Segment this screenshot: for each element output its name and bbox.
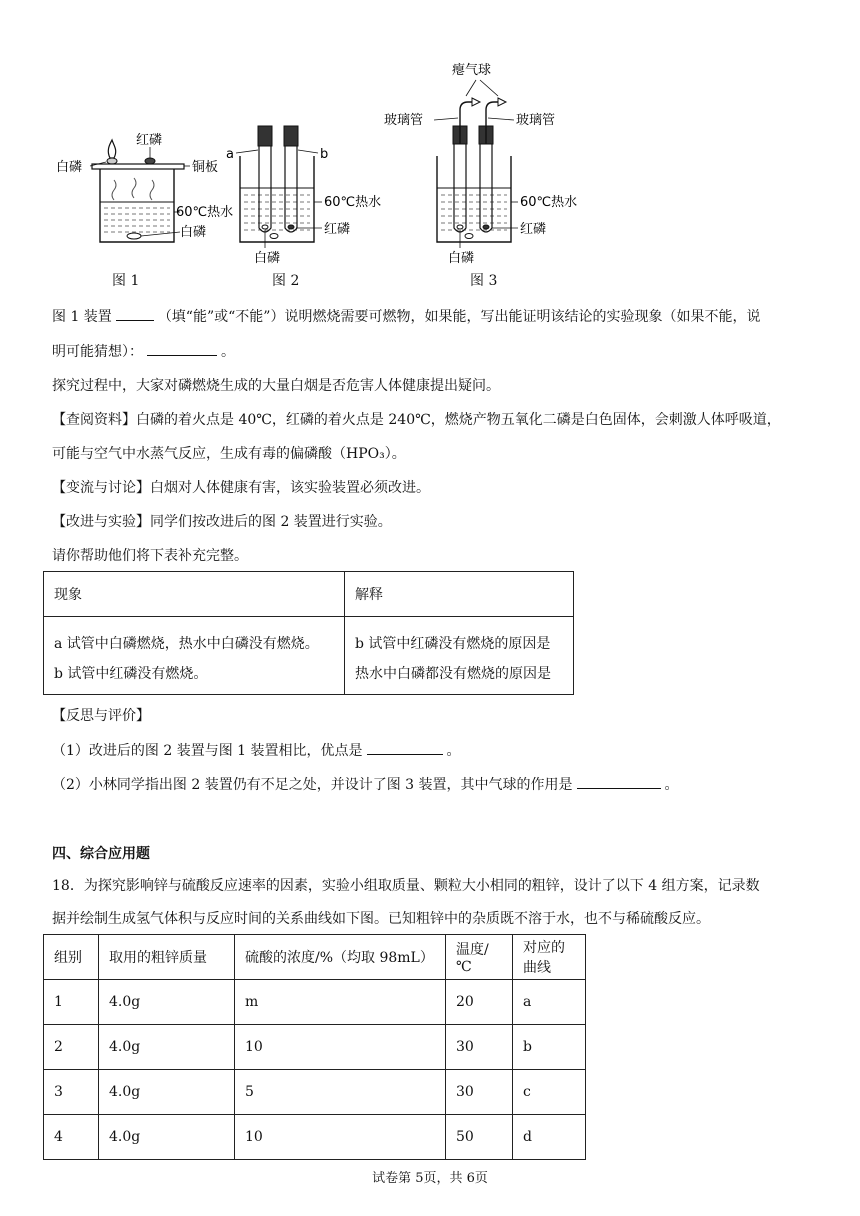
- paragraph-1-line-2: [52, 341, 820, 362]
- cell-group: 3: [44, 1070, 99, 1115]
- cell-curve: b: [513, 1025, 586, 1070]
- explanation-cell[interactable]: [345, 617, 574, 695]
- beaker: [240, 156, 314, 242]
- fig3-glass-tube-left-label: 玻璃管: [384, 113, 424, 128]
- cell-concentration: 5: [235, 1070, 446, 1115]
- cell-concentration: 10: [235, 1115, 446, 1160]
- table-header-phenomenon: 现象: [44, 572, 345, 617]
- table-header: 对应的曲线: [513, 935, 586, 980]
- answer-blank[interactable]: [147, 341, 217, 356]
- q1-text: （1）改进后的图 2 装置与图 1 装置相比，优点是: [52, 743, 363, 759]
- table-header-explanation: 解释: [345, 572, 574, 617]
- cell-temperature: 30: [446, 1070, 513, 1115]
- fig2-tube-b-label: b: [320, 147, 329, 162]
- figure-1: [56, 132, 233, 242]
- fig2-hot-water-label: 60℃热水: [324, 195, 382, 210]
- fig1-white-p-bottom-label: 白磷: [180, 225, 207, 240]
- q1-end: 。: [446, 743, 461, 759]
- table-row: [44, 1115, 586, 1160]
- table-row: [44, 980, 586, 1025]
- answer-blank[interactable]: [116, 306, 154, 321]
- paragraph-1-line-1: [52, 306, 820, 327]
- p1-text-c: 明可能猜想）：: [52, 344, 143, 360]
- section-4-title: 四、综合应用题: [52, 846, 150, 862]
- fig3-red-p-label: 红磷: [520, 222, 547, 237]
- cell-concentration: m: [235, 980, 446, 1025]
- cell-mass: 4.0g: [99, 1115, 235, 1160]
- fig3-balloon-label: 瘪气球: [452, 63, 492, 78]
- tube-a: [259, 146, 271, 232]
- figure-2-caption: 图 2: [272, 273, 300, 289]
- red-phosphorus-lump: [145, 158, 155, 164]
- paragraph-2: 探究过程中，大家对磷燃烧生成的大量白烟是否危害人体健康提出疑问。: [52, 378, 500, 394]
- table-row: [44, 1070, 586, 1115]
- answer-blank[interactable]: [577, 774, 661, 789]
- fig1-red-p-label: 红磷: [136, 133, 163, 148]
- fig1-white-p-top-label: 白磷: [56, 160, 83, 175]
- cell-group: 4: [44, 1115, 99, 1160]
- fig2-tube-a-label: a: [226, 147, 234, 162]
- phenomenon-cell: [44, 617, 345, 695]
- phenomenon-table: [43, 571, 574, 695]
- cell-concentration: 10: [235, 1025, 446, 1070]
- copper-plate: [92, 164, 184, 169]
- flame-icon: [108, 140, 115, 158]
- figure-area: [40, 50, 600, 295]
- table-header: 硫酸的浓度/%（均取 98mL）: [235, 935, 446, 980]
- page-footer: 试卷第 5页，共 6页: [372, 1171, 488, 1186]
- cell-curve: a: [513, 980, 586, 1025]
- balloon-icon: [472, 98, 480, 106]
- fig2-red-p-label: 红磷: [324, 222, 351, 237]
- cell-temperature: 20: [446, 980, 513, 1025]
- cell-temperature: 50: [446, 1115, 513, 1160]
- cell-curve: d: [513, 1115, 586, 1160]
- paragraph-7: 请你帮助他们将下表补充完整。: [52, 548, 248, 564]
- question-18-line-2: 据并绘制生成氢气体积与反应时间的关系曲线如下图。已知粗锌中的杂质既不溶于水，也不与稀硫酸反应。: [52, 911, 710, 927]
- paragraph-4: 可能与空气中水蒸气反应，生成有毒的偏磷酸（HPO₃）。: [52, 446, 406, 462]
- tube-a-stopper: [258, 126, 272, 146]
- p1-text-a: 图 1 装置: [52, 309, 112, 325]
- cell-mass: 4.0g: [99, 1025, 235, 1070]
- phenomenon-1: a 试管中白磷燃烧，热水中白磷没有燃烧。: [54, 635, 319, 652]
- beaker: [437, 156, 511, 242]
- table-header: 组别: [44, 935, 99, 980]
- fig1-copper-plate-label: 铜板: [192, 160, 219, 175]
- figure-2: [226, 126, 381, 266]
- cell-temperature: 30: [446, 1025, 513, 1070]
- paragraph-5: 【变流与讨论】白烟对人体健康有害，该实验装置必须改进。: [52, 480, 430, 496]
- balloon-icon: [498, 98, 506, 106]
- tube-b-stopper: [284, 126, 298, 146]
- explanation-2: 热水中白磷都没有燃烧的原因是: [355, 665, 551, 682]
- table-header: 温度/℃: [446, 935, 513, 980]
- explanation-1: b 试管中红磷没有燃烧的原因是: [355, 635, 551, 652]
- fig2-white-p-label: 白磷: [254, 251, 281, 266]
- figure-1-caption: 图 1: [112, 273, 140, 289]
- phenomenon-2: b 试管中红磷没有燃烧。: [54, 665, 208, 682]
- table-header: 取用的粗锌质量: [99, 935, 235, 980]
- fig3-glass-tube-right-label: 玻璃管: [516, 113, 556, 128]
- q2-text: （2）小林同学指出图 2 装置仍有不足之处，并设计了图 3 装置，其中气球的作用是: [52, 777, 573, 793]
- paragraph-6: 【改进与实验】同学们按改进后的图 2 装置进行实验。: [52, 514, 392, 530]
- fig1-hot-water-label: 60℃热水: [176, 205, 234, 220]
- p1-text-b: （填“能”或“不能”）说明燃烧需要可燃物，如果能，写出能证明该结论的实验现象（如果不能，说: [157, 309, 761, 325]
- q2-end: 。: [664, 777, 679, 793]
- figure-3-caption: 图 3: [470, 273, 498, 289]
- question-18-line-1: 18．为探究影响锌与硫酸反应速率的因素，实验小组取质量、颗粒大小相同的粗锌，设计了以下 4 组方案，记录数: [52, 878, 760, 894]
- white-phosphorus-lump: [107, 158, 117, 164]
- figure-3: [384, 62, 577, 266]
- cell-mass: 4.0g: [99, 1070, 235, 1115]
- reflection-q1: [52, 740, 820, 761]
- cell-curve: c: [513, 1070, 586, 1115]
- tube-b: [285, 146, 297, 232]
- fig3-white-p-label: 白磷: [448, 251, 475, 266]
- beaker: [100, 169, 174, 242]
- fig3-hot-water-label: 60℃热水: [520, 195, 578, 210]
- experiment-table: [43, 934, 586, 1160]
- answer-blank[interactable]: [367, 740, 443, 755]
- table-row: [44, 1025, 586, 1070]
- p1-text-d: 。: [221, 344, 235, 360]
- cell-group: 1: [44, 980, 99, 1025]
- reflection-q2: [52, 774, 820, 795]
- cell-mass: 4.0g: [99, 980, 235, 1025]
- cell-group: 2: [44, 1025, 99, 1070]
- reflection-title: 【反思与评价】: [52, 708, 150, 724]
- paragraph-3: 【查阅资料】白磷的着火点是 40℃，红磷的着火点是 240℃，燃烧产物五氧化二磷是白色固体，会刺激人体呼吸道，: [52, 412, 781, 428]
